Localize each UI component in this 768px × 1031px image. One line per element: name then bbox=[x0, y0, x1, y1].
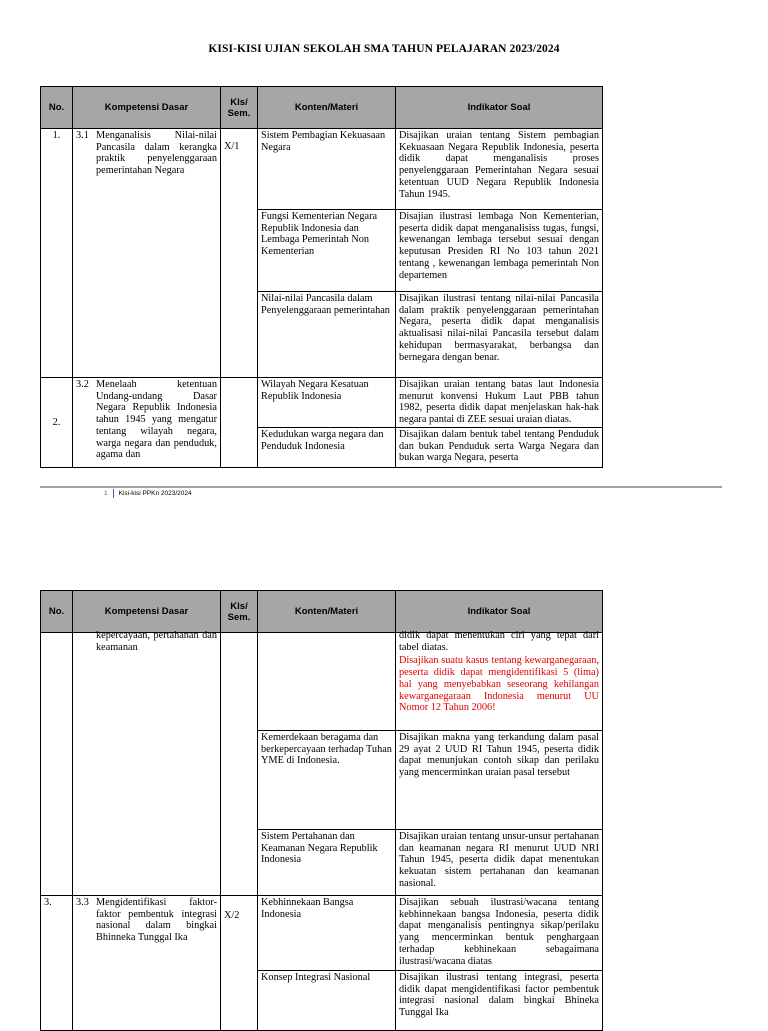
header-kelas-semester: Kls/ Sem. bbox=[221, 591, 258, 633]
kisi-table-page-1 bbox=[40, 86, 603, 468]
table-header-row bbox=[41, 87, 603, 129]
konten-cell: Wilayah Negara Kesatuan Republik Indonesia bbox=[258, 378, 396, 428]
document-title: KISI-KISI UJIAN SEKOLAH SMA TAHUN PELAJARAN 2023/2024 bbox=[208, 43, 560, 55]
indikator-cell: Disajikan uraian tentang batas laut Indonesia menurut konvensi Hukum Laut PBB tahun 1982, peserta didik dapat menjelaskan hak-hak negara pantai di ZEE sesuai uraian diatas. bbox=[396, 378, 603, 428]
header-kompetensi-dasar: Kompetensi Dasar bbox=[73, 87, 221, 129]
kompetensi-dasar-cell bbox=[73, 896, 221, 1031]
table-row bbox=[41, 378, 603, 428]
konten-cell: Sistem Pertahanan dan Keamanan Negara Republik Indonesia bbox=[258, 830, 396, 896]
table-header-row bbox=[41, 591, 603, 633]
header-no: No. bbox=[41, 87, 73, 129]
kompetensi-dasar-cell bbox=[73, 630, 221, 896]
indikator-cell: Disajian ilustrasi lembaga Non Kementerian, peserta didik dapat menganalisiss tugas, fungsi, kewenangan lembaga tersebut sesuai dengan keputusan Presiden RI No 103 tahun 2021 tentang , kewenangan lembaga pemerintah Non departemen bbox=[396, 210, 603, 292]
page-footer bbox=[104, 489, 192, 498]
konten-cell: Nilai-nilai Pancasila dalam Penyelenggaraan pemerintahan bbox=[258, 292, 396, 378]
table-row bbox=[41, 633, 603, 731]
kelas-semester-cell: X/1 bbox=[221, 129, 258, 378]
indikator-cell: Disajikan ilustrasi tentang integrasi, peserta didik dapat mengidentifikasi factor pembentuk integrasi nasional dalam bingkai Bhineka Tunggal Ika bbox=[396, 971, 603, 1031]
page-separator bbox=[40, 486, 722, 488]
indikator-text-highlighted: Disajikan suatu kasus tentang kewarganegaraan, peserta didik dapat mengidentifikasi 5 (lima) hal yang menyebabkan seseorang kehilangan kewarganegaraan Indonesia menurut UU Nomor 12 Tahun 2006! bbox=[399, 655, 599, 714]
footer-divider bbox=[113, 489, 114, 498]
header-konten-materi: Konten/Materi bbox=[258, 591, 396, 633]
header-kelas-semester: Kls/ Sem. bbox=[221, 87, 258, 129]
kd-number: 3.1 bbox=[76, 130, 89, 141]
kd-text: Mengidentifikasi faktor-faktor pembentuk integrasi nasional dalam bingkai Bhinneka Tunggal Ika bbox=[96, 897, 217, 944]
konten-cell: Kemerdekaan beragama dan berkepercayaan terhadap Tuhan YME di Indonesia. bbox=[258, 731, 396, 830]
kelas-semester-cell bbox=[221, 378, 258, 468]
indikator-cell bbox=[396, 630, 603, 731]
kd-text: Menelaah ketentuan Undang-undang Dasar Negara Republik Indonesia tahun 1945 yang mengatur tentang wilayah negara, warga negara dan penduduk, agama dan bbox=[96, 379, 217, 461]
indikator-text: didik dapat menentukan ciri yang tepat dari tabel diatas. bbox=[399, 630, 599, 653]
row-number bbox=[41, 633, 73, 896]
indikator-cell: Disajikan uraian tentang Sistem pembagian Kekuasaan Negara Republik Indonesia, peserta didik dapat menganalisis proses penyelenggaraan Pemerintahan Negara sesuai ketentuan UUD Negara Republik Indonesia Tahun 1945. bbox=[396, 129, 603, 210]
header-no: No. bbox=[41, 591, 73, 633]
konten-cell bbox=[258, 633, 396, 731]
indikator-cell: Disajikan makna yang terkandung dalam pasal 29 ayat 2 UUD RI Tahun 1945, peserta didik dapat menunjukan contoh sikap dan perilaku yang mencerminkan uraian pasal tersebut bbox=[396, 731, 603, 830]
footer-text: Kisi-kisi PPKn 2023/2024 bbox=[118, 490, 192, 497]
header-indikator-soal: Indikator Soal bbox=[396, 87, 603, 129]
indikator-cell: Disajikan ilustrasi tentang nilai-nilai Pancasila dalam praktik penyelenggaraan pemerintahan Negara, peserta didik dapat menganalisis aktualisasi nilai-nilai Pancasila tersebut dalam kehidupan bermasyarakat, berbangsa dan bernegara dengan benar. bbox=[396, 292, 603, 378]
row-number: 2. bbox=[41, 378, 73, 468]
kisi-table-page-2 bbox=[40, 590, 603, 1031]
table-row bbox=[41, 896, 603, 971]
kompetensi-dasar-cell bbox=[73, 378, 221, 468]
kd-number: 3.2 bbox=[76, 379, 89, 390]
konten-cell: Sistem Pembagian Kekuasaan Negara bbox=[258, 129, 396, 210]
row-number: 3. bbox=[41, 896, 73, 1031]
header-konten-materi: Konten/Materi bbox=[258, 87, 396, 129]
kompetensi-dasar-cell bbox=[73, 129, 221, 378]
indikator-cell: Disajikan uraian tentang unsur-unsur pertahanan dan keamanan negara RI menurut UUD NRI Tahun 1945, peserta didik dapat menentukan kekuatan sistem pertahanan dan keamanan nasional. bbox=[396, 830, 603, 896]
row-number: 1. bbox=[41, 129, 73, 378]
header-indikator-soal: Indikator Soal bbox=[396, 591, 603, 633]
table-row bbox=[41, 129, 603, 210]
konten-cell: Fungsi Kementerian Negara Republik Indonesia dan Lembaga Pemerintah Non Kementerian bbox=[258, 210, 396, 292]
kelas-semester-cell bbox=[221, 633, 258, 896]
konten-cell: Kedudukan warga negara dan Penduduk Indonesia bbox=[258, 427, 396, 467]
indikator-cell: Disajikan dalam bentuk tabel tentang Penduduk dan bukan Penduduk serta Warga Negara dan bukan warga Negara, peserta bbox=[396, 427, 603, 467]
kd-text: Menganalisis Nilai-nilai Pancasila dalam kerangka praktik penyelenggaraan pemerintahan Negara bbox=[96, 130, 217, 177]
kd-text: kepercayaan, pertahanan dan keamanan bbox=[96, 630, 217, 653]
header-kompetensi-dasar: Kompetensi Dasar bbox=[73, 591, 221, 633]
indikator-cell: Disajikan sebuah ilustrasi/wacana tentang kebhinnekaan bangsa Indonesia, peserta didik dapat menganalisis pentingnya sikap/perilaku yang mencerminkan bentuk penghargaan terhadap kebhinekaan sebagaimana ilustrasi/wacana diatas bbox=[396, 896, 603, 971]
kd-number: 3.3 bbox=[76, 897, 89, 908]
konten-cell: Kebhinnekaan Bangsa Indonesia bbox=[258, 896, 396, 971]
kelas-semester-cell: X/2 bbox=[221, 896, 258, 1031]
footer-page-number: 1 bbox=[104, 490, 108, 497]
konten-cell: Konsep Integrasi Nasional bbox=[258, 971, 396, 1031]
